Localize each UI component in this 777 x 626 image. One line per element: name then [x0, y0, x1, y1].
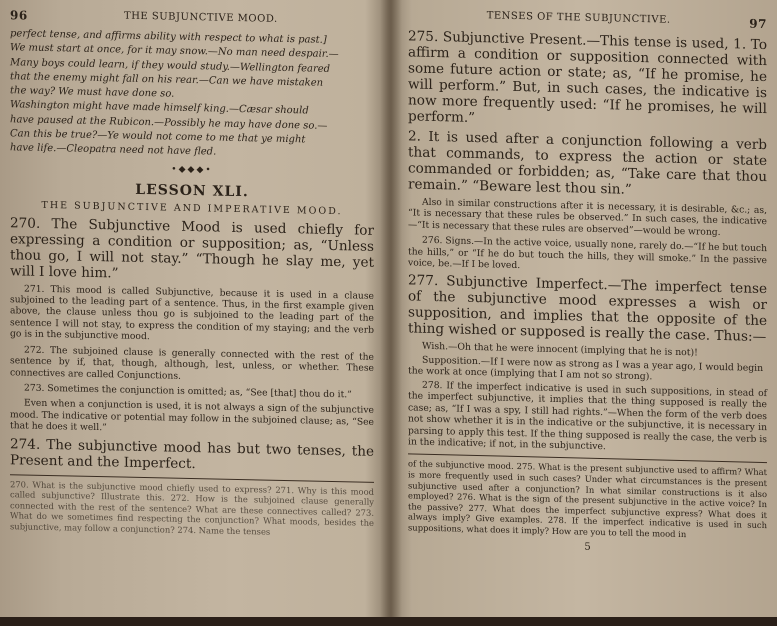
paragraph-270: 270. The Subjunctive Mood is used chiefly for expressing a condition or supposition; as, “Unless thou go, I will not stay.” “Though he slay me, yet will I love him.”: [10, 214, 374, 282]
note-271: 271. This mood is called Subjunctive, because it is used in a clause subjoined to the leading part of a sentence. Thus, in the first example given above, the clause unless thou go is subjoined to the leading part of the sentence I will not stay, to express the condition of my staying; and the verb go is in the subjunctive mood.: [10, 283, 374, 343]
paragraph-274: 274. The subjunctive mood has but two tenses, the Present and the Imperfect.: [10, 435, 374, 472]
paragraph-275: 275. Subjunctive Present.—This tense is used, 1. To affirm a condition or supposition connected with some future action or state; as, “If he promise, he will perform.” But, in such cases, the indicative is now more frequently used: “If he promises, he will perform.”: [408, 28, 767, 126]
example-line: that the enemy might fall on his rear.—Can we have mistaken: [10, 71, 324, 89]
section-ornament: •◆◆◆•: [171, 164, 213, 176]
paragraph-275-2: 2. It is used after a conjunction following a verb that commands, to express the action or state commanded or forbidden; as, “Take care that thou remain.” “Beware lest thou sin.”: [408, 128, 767, 198]
example-line: the way? We must have done so.: [10, 85, 175, 100]
right-running-head: [408, 8, 767, 31]
right-running-title: TENSES OF THE SUBJUNCTIVE.: [486, 10, 671, 26]
example-line: Many boys could learn, if they would study.—Wellington feared: [10, 56, 331, 75]
note-272: 272. The subjoined clause is generally connected with the rest of the sentence by if, that, though, although, lest, unless, or whether. These connectives are called Conjunctions.: [10, 344, 374, 382]
example-line: Can this be true?—Ye would not come to me that ye might: [10, 128, 306, 146]
example-line: have life.—Cleopatra need not have fled.: [10, 142, 217, 158]
right-page-number: 97: [749, 16, 767, 32]
note-278: 278. If the imperfect indicative is used in such suppositions, in stead of the imperfect subjunctive, it implies that the thing supposed is really the case; as, “If I was a spy, I still had rights.”—When the form of the verb does not show whether it is in the indicative or the subjunctive, it is necessary in parsing to apply this test. If the thing supposed is really the case, the verb is in the indicative; if not, in the subjunctive.: [408, 379, 767, 453]
left-page-number: 96: [10, 8, 28, 23]
left-page: [0, 0, 388, 625]
note-276: 276. Signs.—In the active voice, usually none, rarely do.—“If he but touch the hills,” or “If he do but touch the hills, they will smoke.” In the passive voice, be.—If I be loved.: [408, 234, 767, 272]
example-wish: Wish.—Oh that he were innocent (implying that he is not)!: [422, 341, 698, 359]
example-line: perfect tense, and affirms ability with respect to what is past.]: [10, 28, 327, 46]
example-line: Washington might have made himself king.—Cæsar should: [10, 99, 309, 117]
example-supposition: Supposition.—If I were now as strong as I was a year ago, I would begin the work at once (implying that I am not so strong).: [408, 354, 764, 383]
right-review-questions: of the subjunctive mood. 275. What is the present subjunctive used to affirm? What is more frequently used in such cases? Under what circumstances is the present subjunctive used after a conjunction? In what similar constructions is it also employed? 276. What is the sign of the present subjunctive in the active voice? In the passive? 277. What does the imperfect subjunctive express? What does it always imply? Give examples. 278. If the imperfect indicative is used in such suppositions, what does it imply? How are you to tell the mood in: [408, 458, 767, 540]
left-review-questions: 270. What is the subjunctive mood chiefly used to express? 271. Why is this mood called subjunctive? Illustrate this. 272. How is the subjoined clause generally connected with the rest of the sentence? What are these connectives called? 273. What do we sometimes find respecting the conjunction? What moods, besides the subjunctive, may follow a conjunction? 274. Name the tenses: [10, 478, 374, 537]
example-line: We must start at once, for it may snow.—No man need despair.—: [10, 42, 339, 61]
note-273: 273. Sometimes the conjunction is omitted; as, “See [that] thou do it.”: [24, 382, 352, 401]
note-even-when: Even when a conjunction is used, it is not always a sign of the subjunctive mood. The indicative or potential may follow in the subjoined clause; as, “See that he does it well.”: [10, 397, 374, 434]
note-also-similar: Also in similar constructions after it is necessary, it is desirable, &c.; as, “It is necessary that these rules be observed.” In such cases, the indicative—“It is necessary that these rules are observed”—would be wrong.: [408, 196, 767, 238]
lesson-subtitle: THE SUBJUNCTIVE AND IMPERATIVE MOOD.: [41, 199, 343, 217]
example-line: have paused at the Rubicon.—Possibly he may have done so.—: [10, 113, 328, 132]
signature-folio: 5: [584, 541, 591, 553]
lesson-title: LESSON XLI.: [135, 181, 249, 200]
left-top-examples: [10, 28, 374, 162]
right-page: [394, 0, 777, 626]
left-running-head: [10, 8, 374, 30]
paragraph-277: 277. Subjunctive Imperfect.—The imperfect tense of the subjunctive mood expresses a wish or supposition, and implies that the opposite of the thing wished or supposed is really the case. Thus:—: [408, 272, 767, 346]
left-running-title: THE SUBJUNCTIVE MOOD.: [124, 10, 278, 25]
